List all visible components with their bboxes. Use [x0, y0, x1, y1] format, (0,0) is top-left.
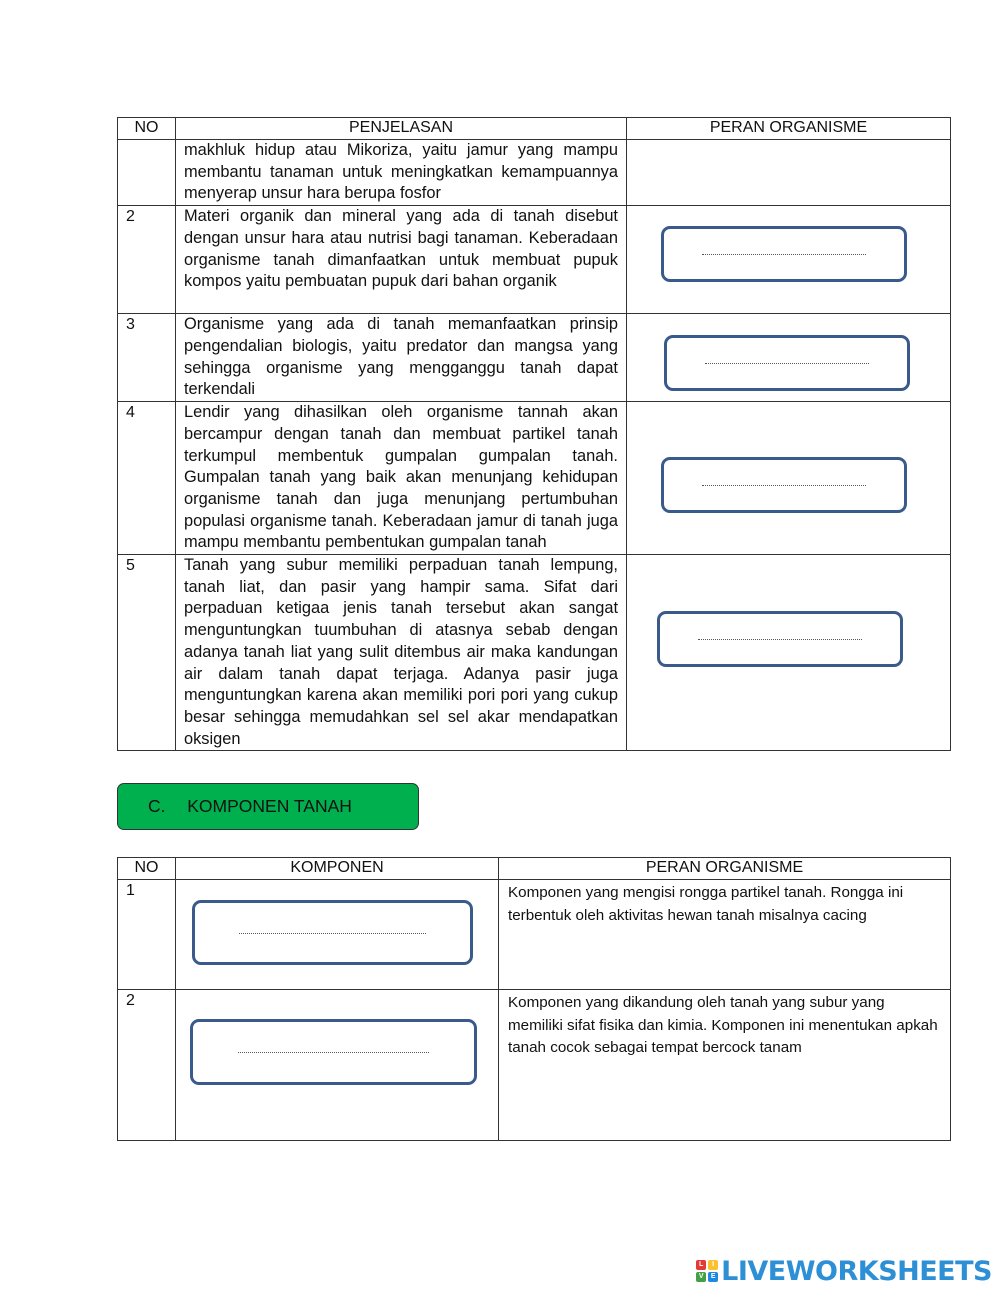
- explanation-text: Lendir yang dihasilkan oleh organisme tannah akan bercampur dengan tanah dan membuat partikel tanah terkumpul membentuk gumpalan gumpalan tanah. Gumpalan tanah yang baik akan menunjang kehidupan organisme tanah dan juga menunjang pertumbuhan populasi organisme tanah. Keberadaan jamur di tanah juga mampu membantu pembentukan gumpalan tanah: [176, 402, 627, 555]
- liveworksheets-logo: [696, 1254, 992, 1288]
- answer-dotted-line: [238, 1052, 429, 1053]
- answer-input-3[interactable]: [664, 335, 910, 391]
- header-penjelasan: PENJELASAN: [176, 118, 627, 140]
- row-number: 4: [118, 402, 176, 555]
- row-number: [118, 140, 176, 206]
- answer-input-2[interactable]: [661, 226, 907, 282]
- answer-dotted-line: [702, 254, 865, 255]
- header-no: NO: [118, 858, 176, 880]
- table-row: [118, 140, 951, 206]
- explanation-text: Tanah yang subur memiliki perpaduan tanah lempung, tanah liat, dan pasir yang hampir sama. Sifat dari perpaduan ketigaa jenis tanah tersebut akan sangat menguntungkan tuumbuhan di atasnya sebab dengan adanya tanah liat yang sulit ditembus air maka kandungan air dalam tanah dapat terjaga. Adanya pasir juga menguntungkan karena akan memiliki pori pori yang cukup besar sehingga memudahkan sel sel akar mendapatkan oksigen: [176, 555, 627, 751]
- component-input-1[interactable]: [192, 900, 473, 965]
- role-text: Komponen yang mengisi rongga partikel tanah. Rongga ini terbentuk oleh aktivitas hewan tanah misalnya cacing: [499, 880, 951, 990]
- answer-dotted-line: [702, 485, 865, 486]
- answer-input-5[interactable]: [657, 611, 903, 667]
- role-text: Komponen yang dikandung oleh tanah yang subur yang memiliki sifat fisika dan kimia. Komponen ini menentukan apkah tanah cocok sebagai tempat bercock tanam: [499, 990, 951, 1141]
- logo-text: LIVEWORKSHEETS: [721, 1255, 992, 1287]
- answer-dotted-line: [705, 363, 868, 364]
- answer-input-4[interactable]: [661, 457, 907, 513]
- role-cell: [627, 140, 951, 206]
- logo-blocks-icon: L I V E: [696, 1260, 718, 1282]
- header-no: NO: [118, 118, 176, 140]
- section-c-banner: [117, 783, 419, 830]
- table-header-row: [118, 858, 951, 880]
- table-header-row: [118, 118, 951, 140]
- row-number: 3: [118, 314, 176, 402]
- section-title: KOMPONEN TANAH: [187, 796, 352, 816]
- section-letter: C.: [148, 796, 166, 816]
- explanation-text: makhluk hidup atau Mikoriza, yaitu jamur yang mampu membantu tanaman untuk meningkatkan kemampuannya menyerap unsur hara berupa fosfor: [176, 140, 627, 206]
- row-number: 2: [118, 990, 176, 1141]
- answer-dotted-line: [239, 933, 426, 934]
- explanation-text: Organisme yang ada di tanah memanfaatkan prinsip pengendalian biologis, yaitu predator dan mangsa yang sehingga organisme yang mengganggu tanah dapat terkendali: [176, 314, 627, 402]
- row-number: 5: [118, 555, 176, 751]
- component-input-2[interactable]: [190, 1019, 477, 1085]
- answer-dotted-line: [698, 639, 861, 640]
- explanation-text: Materi organik dan mineral yang ada di tanah disebut dengan unsur hara atau nutrisi bagi tanaman. Keberadaan organisme tanah dimanfaatkan untuk membuat pupuk kompos yaitu pembuatan pupuk dari bahan organik: [176, 206, 627, 314]
- row-number: 2: [118, 206, 176, 314]
- header-peran-organisme: PERAN ORGANISME: [499, 858, 951, 880]
- row-number: 1: [118, 880, 176, 990]
- header-komponen: KOMPONEN: [176, 858, 499, 880]
- header-peran-organisme: PERAN ORGANISME: [627, 118, 951, 140]
